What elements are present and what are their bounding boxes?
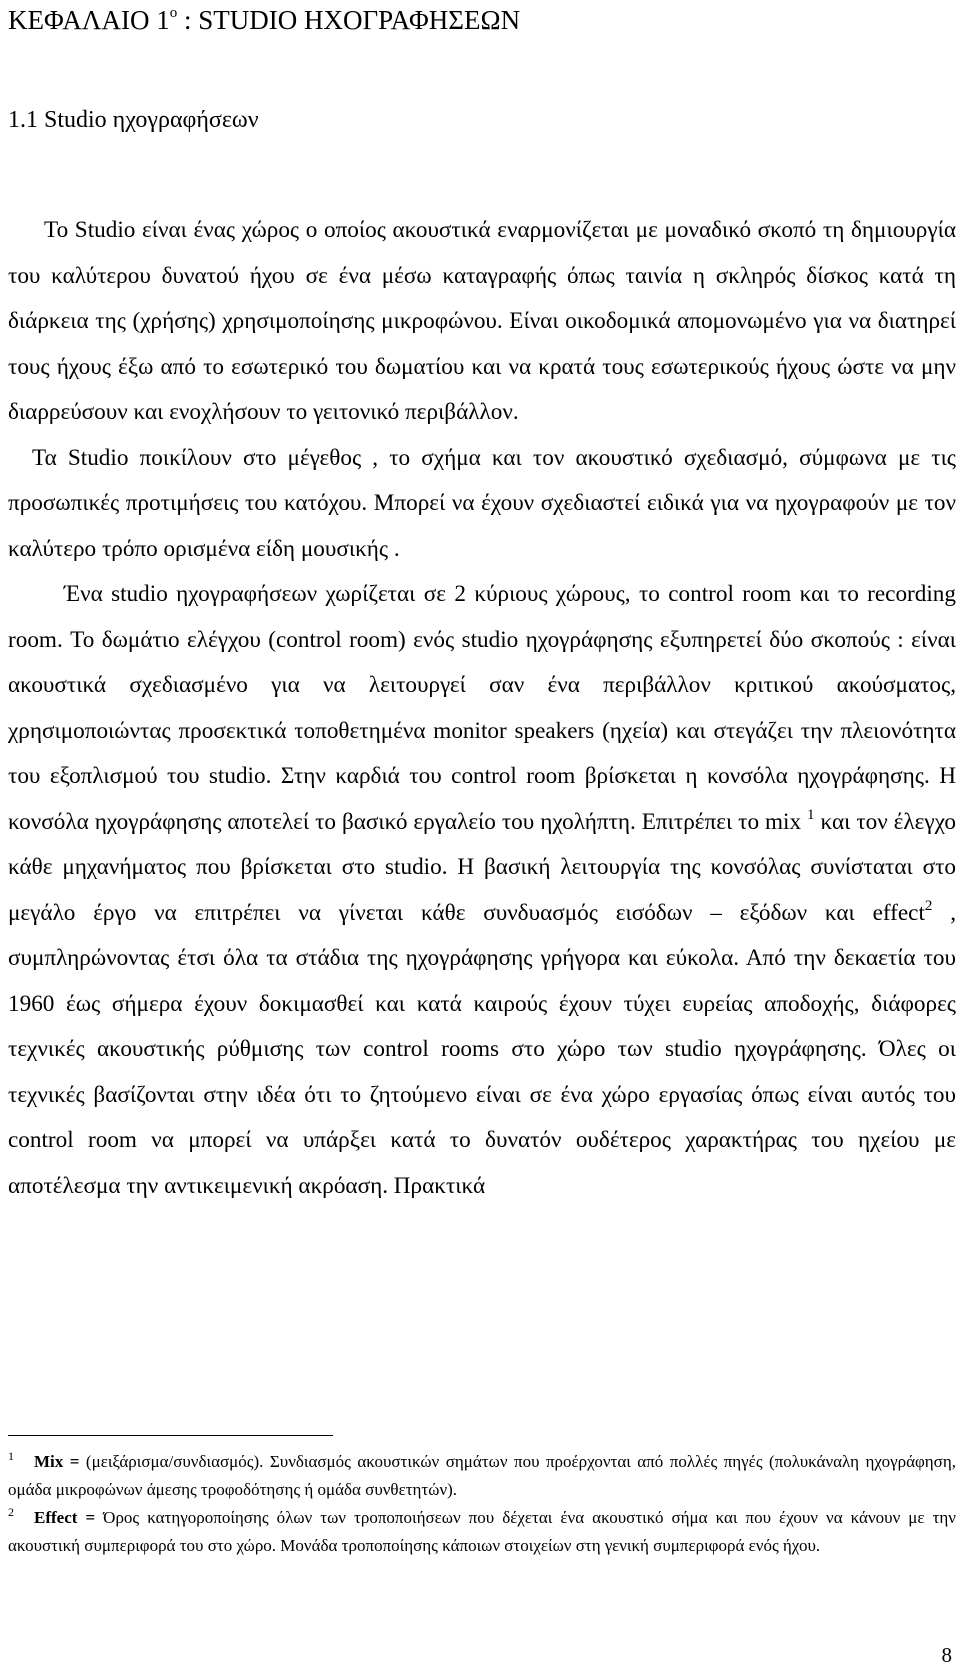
chapter-title-superscript: ο bbox=[169, 5, 178, 21]
footnote-1: 1 Mix = (μειξάρισμα/συνδιασμός). Συνδιασμός ακουστικών σημάτων που προέρχονται από πολλές πηγές (πολυκάναλη ηχογράφηση, ομάδα μικροφώνων άμεσης τροφοδότησης ή ομάδα συνθετητών). bbox=[8, 1449, 956, 1499]
footnote-1-text: (μειξάρισμα/συνδιασμός). Συνδιασμός ακουστικών σημάτων που προέρχονται από πολλές πηγές (πολυκάναλη ηχογράφηση, ομάδα μικροφώνων άμεσης τροφοδότησης ή ομάδα συνθετητών). bbox=[8, 1452, 956, 1499]
chapter-title-prefix: ΚΕΦΑΛΑΙΟ 1 bbox=[8, 5, 170, 35]
footnote-2: 2 Effect = Όρος κατηγοροποίησης όλων των τροποποιήσεων που δέχεται ένα ακουστικό σήμα και που έχουν να κάνουν με την ακουστική συμπεριφορά του στο χώρο. Μονάδα τροποποίησης κάποιων στοιχείων στη γενική συμπεριφορά ενός ήχου. bbox=[8, 1505, 956, 1555]
footnote-2-text: Όρος κατηγοροποίησης όλων των τροποποιήσεων που δέχεται ένα ακουστικό σήμα και που έχουν να κάνουν με την ακουστική συμπεριφορά του στο χώρο. Μονάδα τροποποίησης κάποιων στοιχείων στη γενική συμπεριφορά ενός ήχου. bbox=[8, 1508, 956, 1555]
paragraph-1: Το Studio είναι ένας χώρος ο οποίος ακουστικά εναρμονίζεται με μοναδικό σκοπό τη δημιουργία του καλύτερου δυνατού ήχου σε ένα μέσω καταγραφής όπως ταινία η σκληρός δίσκος κατά τη διάρκεια της (χρήσης) χρησιμοποίησης μικροφώνου. Είναι οικοδομικά απομονωμένο για να διατηρεί τους ήχους έξω από το εσωτερικό του δωματίου και να κρατά τους εσωτερικούς ήχους ώστε να μην διαρρεύσουν και ενοχλήσουν το γειτονικό περιβάλλον. bbox=[8, 217, 956, 425]
paragraph-3-part-c: , συμπληρώνοντας έτσι όλα τα στάδια της ηχογράφησης γρήγορα και εύκολα. Από την δεκαετία του 1960 έως σήμερα έχουν δοκιμασθεί και κατά καιρούς έχουν τύχει ευρείας αποδοχής, διάφορες τεχνικές ακουστικής ρύθμισης των control rooms στο χώρο των studio ηχογράφησης. Όλες οι τεχνικές βασίζονται στην ιδέα ότι το ζητούμενο είναι σε ένα χώρο εργασίας όπως είναι αυτός του control room να μπορεί να υπάρξει κατά το δυνατόν ουδέτερος χαρακτήρας του ηχείου με αποτέλεσμα την αντικειμενική ακρόαση. Πρακτικά bbox=[8, 899, 957, 1199]
footnote-ref-2: 2 bbox=[924, 897, 933, 914]
footnotes bbox=[8, 1448, 956, 1560]
chapter-title-suffix: : STUDIO ΗΧΟΓΡΑΦΗΣΕΩΝ bbox=[177, 5, 521, 35]
body-text bbox=[8, 208, 956, 1209]
paragraph-3-part-b: και τον έλεγχο κάθε μηχανήματος που βρίσκεται στο studio. Η βασική λειτουργία της κονσόλας συνίσταται στο μεγάλο έργο να επιτρέπει να γίνεται κάθε συνδυασμός εισόδων – εξόδων και effect bbox=[8, 808, 957, 926]
paragraph-2: Τα Studio ποικίλουν στο μέγεθος , το σχήμα και τον ακουστικό σχεδιασμό, σύμφωνα με τις προσωπικές προτιμήσεις του κατόχου. Μπορεί να έχουν σχεδιαστεί ειδικά για να ηχογραφούν με τον καλύτερο τρόπο ορισμένα είδη μουσικής . bbox=[8, 444, 956, 562]
footnote-separator bbox=[8, 1435, 333, 1436]
section-title: 1.1 Studio ηχογραφήσεων bbox=[8, 107, 259, 133]
footnote-2-term: Effect = bbox=[34, 1508, 96, 1527]
paragraph-3 bbox=[8, 572, 956, 1209]
chapter-title bbox=[8, 0, 520, 40]
page-number: 8 bbox=[941, 1643, 952, 1667]
footnote-ref-1: 1 bbox=[807, 806, 815, 823]
footnote-1-term: Mix = bbox=[34, 1452, 80, 1471]
paragraph-3-part-a: Ένα studio ηχογραφήσεων χωρίζεται σε 2 κύριους χώρους, το control room και το recording room. Το δωμάτιο ελέγχου (control room) ενός studio ηχογράφησης εξυπηρετεί δύο σκοπούς : είναι ακουστικά σχεδιασμένο για να λειτουργεί σαν ένα περιβάλλον κριτικού ακούσματος, χρησιμοποιώντας προσεκτικά τοποθετημένα monitor speakers (ηχεία) και στεγάζει την πλειονότητα του εξοπλισμού του studio. Στην καρδιά του control room βρίσκεται η κονσόλα ηχογράφησης. Η κονσόλα ηχογράφησης αποτελεί το βασικό εργαλείο του ηχολήπτη. Επιτρέπει το mix bbox=[8, 581, 956, 835]
